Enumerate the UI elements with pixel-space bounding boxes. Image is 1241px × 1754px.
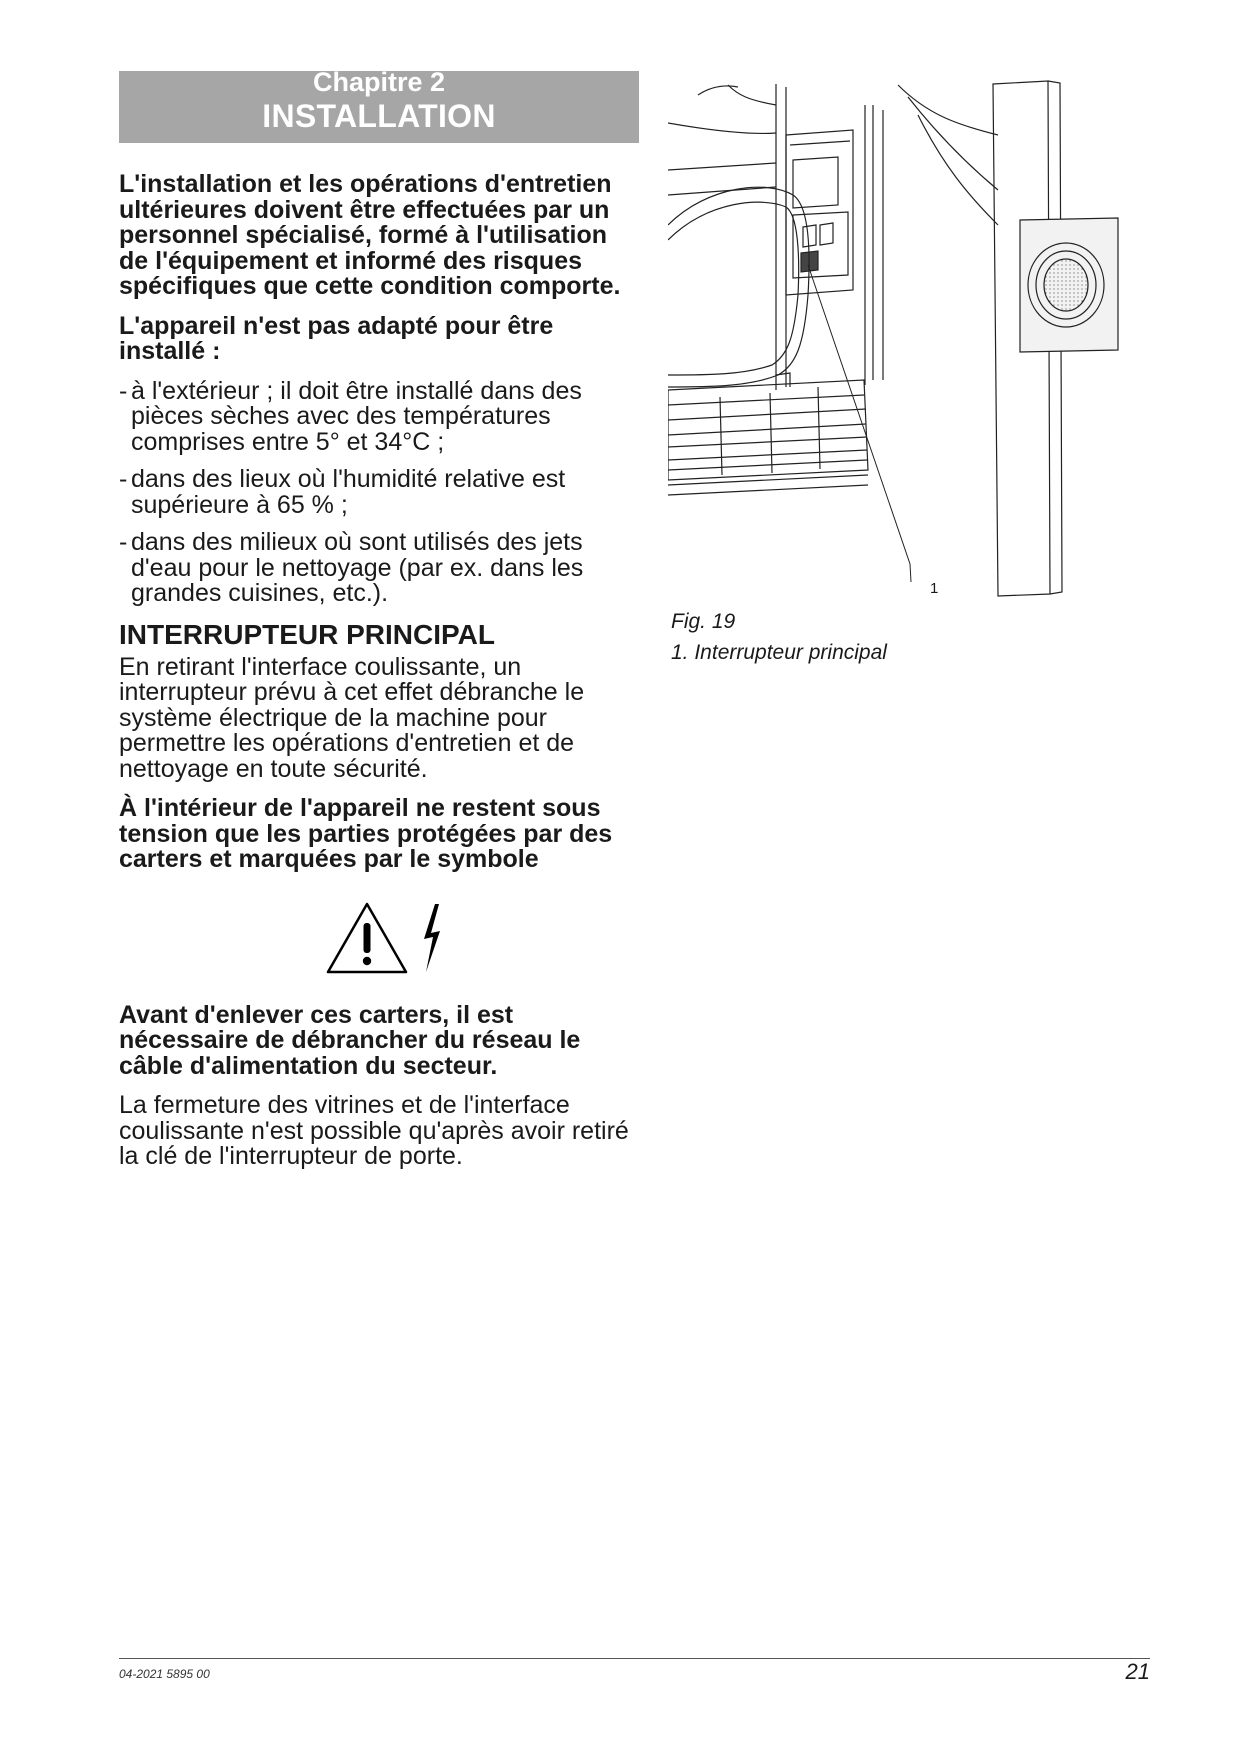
disconnect-warning: Avant d'enlever ces carters, il est nécessaire de débrancher du réseau le câble d'alimentation du secteur. (119, 1000, 581, 1080)
list-item: - dans des milieux où sont utilisés des jets d'eau pour le nettoyage (par ex. dans les grandes cuisines, etc.). (119, 528, 584, 607)
warning-triangle-icon (325, 901, 409, 975)
hazard-symbols (119, 901, 639, 981)
unsuitable-heading: L'appareil n'est pas adapté pour être installé : (119, 311, 554, 365)
door-key-note: La fermeture des vitrines et de l'interface coulissante n'est possible qu'après avoir retiré la clé de l'interrupteur de porte. (119, 1091, 629, 1170)
section-heading: INTERRUPTEUR PRINCIPAL (119, 618, 495, 650)
chapter-header (119, 67, 639, 143)
document-code: 04-2021 5895 00 (119, 1667, 210, 1681)
switch-description: En retirant l'interface coulissante, un interrupteur prévu à cet effet débranche le système électrique de la machine pour permettre les opérations d'entretien et de nettoyage en toute sécurité. (119, 652, 585, 783)
installation-warning: L'installation et les opérations d'entretien ultérieures doivent être effectuées par un personnel spécialisé, formé à l'utilisation de l'équipement et informé des risques spécifiques que cette condition comporte. (119, 170, 621, 300)
chapter-title: INSTALLATION (262, 98, 496, 134)
unsuitable-list (119, 376, 639, 607)
list-item: - dans des lieux où l'humidité relative est supérieure à 65 % ; (119, 465, 566, 519)
high-voltage-icon (421, 903, 443, 973)
list-item: - à l'extérieur ; il doit être installé dans des pièces sèches avec des températures comprises entre 5° et 34°C ; (119, 376, 582, 456)
machine-interior-illustration (668, 75, 1168, 605)
chapter-number: Chapitre 2 (312, 67, 446, 97)
live-parts-warning: À l'intérieur de l'appareil ne restent sous tension que les parties protégées par des carters et marquées par le symbole (119, 794, 613, 873)
main-text-column (119, 172, 639, 1184)
figure-number: Fig. 19 (671, 610, 736, 633)
footer-divider (119, 1658, 1150, 1659)
figure-callout-number: 1 (930, 580, 939, 597)
figure-caption: 1. Interrupteur principal (671, 641, 887, 664)
page-number: 21 (1125, 1659, 1150, 1684)
